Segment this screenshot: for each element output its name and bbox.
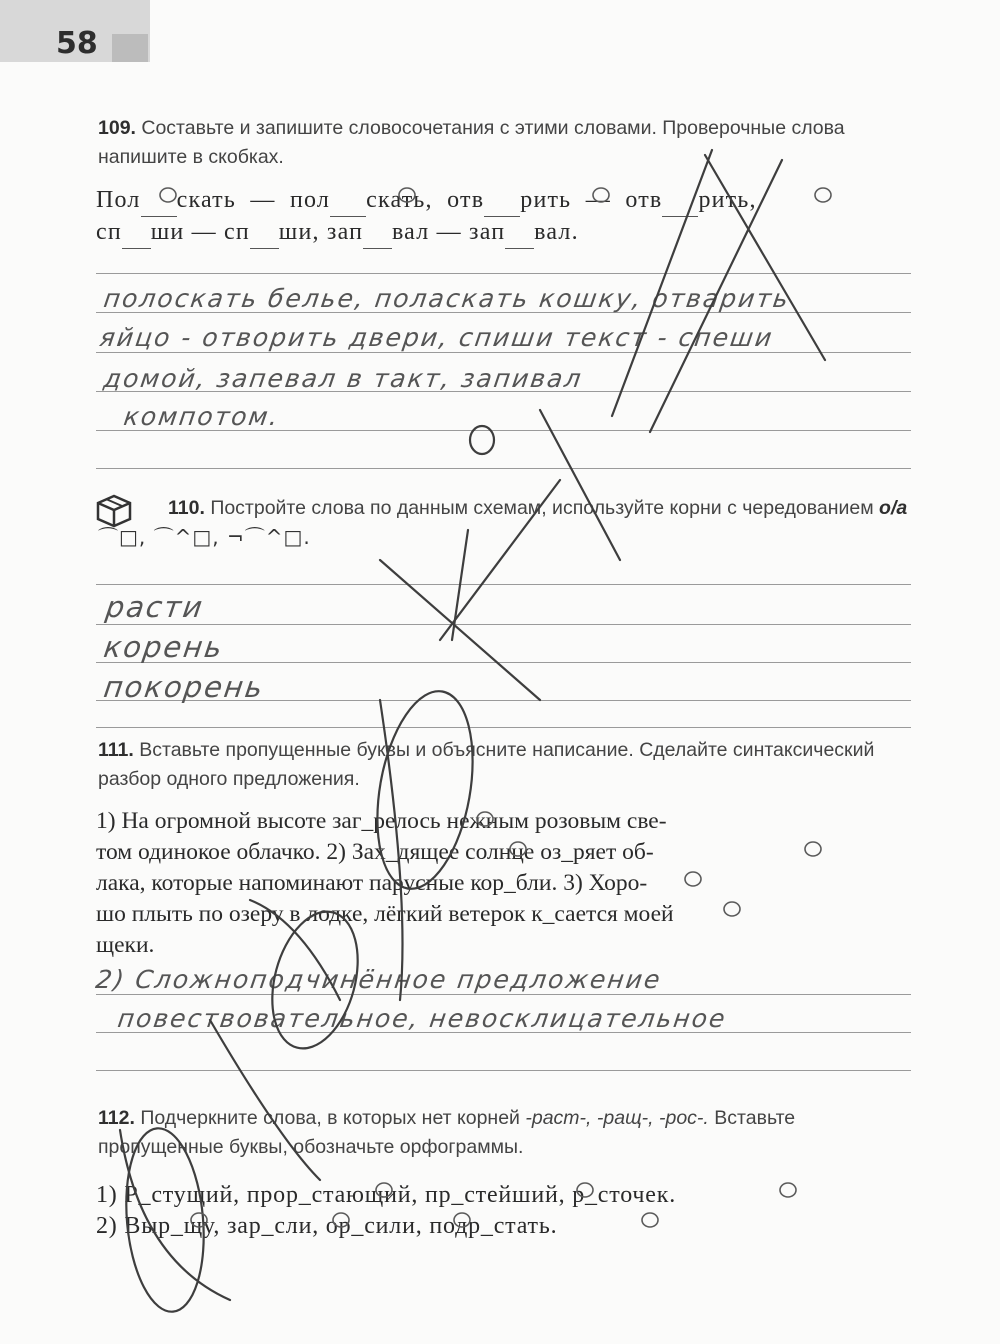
gap	[484, 185, 520, 217]
task-109-answer-3: домой, запевал в такт, запивал	[101, 364, 585, 393]
task-112-line-2: 2) Выр_щу, зар_сли, ор_сили, подр_стать.	[96, 1213, 558, 1239]
task-111-number: 111.	[98, 739, 134, 761]
task-109-instruction: 109. Составьте и запишите словосочетания с этими словами. Проверочные слова напишите в скобках.	[98, 117, 845, 168]
task-111-answer-2: повествовательное, невосклицательное	[115, 1004, 729, 1033]
task-109-answer-2: яйцо - отворить двери, спиши текст - спеши	[97, 323, 776, 352]
task-112-number: 112.	[98, 1107, 135, 1129]
task-110-answer-1: расти	[103, 590, 207, 624]
task-111-text	[96, 806, 914, 961]
task-110-number: 110.	[168, 497, 205, 519]
task-111-line-2: том одинокое облачко. 2) Зах_дящее солнце оз_ряет об-	[96, 839, 654, 865]
task-109-number: 109.	[98, 117, 136, 139]
task-109-line-2: сп ши — сп ши, зап вал — зап вал.	[96, 217, 914, 249]
gap	[363, 217, 392, 249]
task-111-line-5: щеки.	[96, 932, 155, 958]
page-number: 58	[56, 26, 98, 61]
task-112-text	[96, 1180, 914, 1242]
task-110-answer-3: покорень	[101, 670, 267, 704]
gap	[122, 217, 151, 249]
task-109-words	[96, 185, 914, 249]
task-112-instruction: 112. Подчеркните слова, в которых нет корней -раст-, -ращ-, -рос-. Вставьте пропущенные буквы, обозначьте орфограммы.	[98, 1107, 796, 1158]
gap	[141, 185, 177, 217]
gap	[250, 217, 279, 249]
task-112-line-1: 1) Р_стущий, прор_стающий, пр_стейший, р_сточек.	[96, 1182, 676, 1208]
task-111-line-1: 1) На огромной высоте заг_релось нежным розовым све-	[96, 808, 667, 834]
task-110-answer-2: корень	[101, 630, 226, 664]
morpheme-schemas: ⌒□, ⌒^□, ¬⌒^□.	[98, 525, 311, 549]
gap	[505, 217, 534, 249]
gap	[330, 185, 366, 217]
task-111-line-4: шо плыть по озеру в лодке, лёгкий ветерок к_сается моей	[96, 901, 674, 927]
task-111-line-3: лака, которые напоминают парусные кор_бли. 3) Хоро-	[96, 870, 648, 896]
task-109-answer-1: полоскать белье, поласкать кошку, отварить	[101, 284, 792, 313]
task-111-answer-1: 2) Сложноподчинённое предложение	[93, 965, 664, 994]
task-110-instruction: 110. Постройте слова по данным схемам, используйте корни с чередованием о/а ⌒□, ⌒^□, ¬⌒^□.	[98, 497, 908, 549]
task-109-line-1: Пол скать — пол скать, отв рить — отв рить,	[96, 185, 914, 217]
task-109-answer-4: компотом.	[121, 402, 282, 431]
gap	[662, 185, 698, 217]
task-111-instruction: 111. Вставьте пропущенные буквы и объясните написание. Сделайте синтаксический разбор одного предложения.	[98, 739, 875, 790]
